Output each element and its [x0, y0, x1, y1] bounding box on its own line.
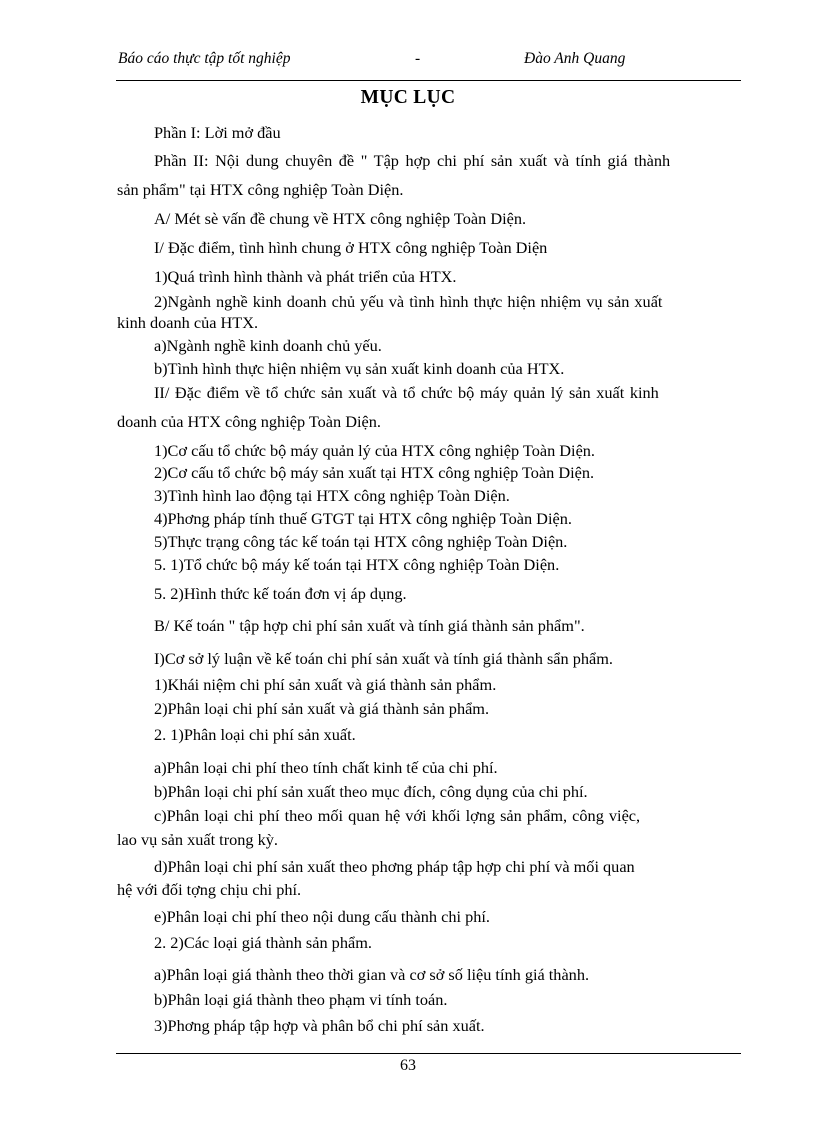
toc-line: sản phẩm" tại HTX công nghiệp Toàn Diện. [117, 180, 404, 199]
page-number: 63 [400, 1057, 416, 1074]
toc-line: 5. 1)Tổ chức bộ máy kế toán tại HTX công nghiệp Toàn Diện. [154, 555, 560, 574]
header-rule [116, 80, 741, 81]
toc-line: B/ Kế toán " tập hợp chi phí sản xuất và tính giá thành sản phẩm". [154, 616, 585, 635]
toc-line: 1)Quá trình hình thành và phát triển của HTX. [154, 267, 457, 286]
toc-line: Phần II: Nội dung chuyên đề " Tập hợp chi phí sản xuất và tính giá thành [154, 151, 671, 170]
header-author: Đào Anh Quang [524, 50, 626, 67]
toc-line: a)Phân loại chi phí theo tính chất kinh tế của chi phí. [154, 758, 498, 777]
footer-rule [116, 1053, 741, 1054]
toc-line: b)Tình hình thực hiện nhiệm vụ sản xuất kinh doanh của HTX. [154, 359, 565, 378]
toc-line: 1)Khái niệm chi phí sản xuất và giá thành sản phẩm. [154, 675, 497, 694]
toc-line: b)Phân loại chi phí sản xuất theo mục đích, công dụng của chi phí. [154, 782, 588, 801]
toc-line: 2)Ngành nghề kinh doanh chủ yếu và tình hình thực hiện nhiệm vụ sản xuất [154, 292, 663, 311]
toc-line: A/ Mét sè vấn đề chung về HTX công nghiệp Toàn Diện. [154, 209, 527, 228]
toc-line: 3)Phơng pháp tập hợp và phân bổ chi phí sản xuất. [154, 1016, 485, 1035]
toc-line: hệ với đối tợng chịu chi phí. [117, 880, 302, 899]
toc-line: 2)Phân loại chi phí sản xuất và giá thành sản phẩm. [154, 699, 490, 718]
toc-line: I/ Đặc điểm, tình hình chung ở HTX công nghiệp Toàn Diện [154, 238, 548, 257]
toc-line: kinh doanh của HTX. [117, 313, 259, 332]
toc-line: Phần I: Lời mở đầu [154, 123, 281, 142]
page-header [118, 50, 740, 72]
toc-line: 2. 1)Phân loại chi phí sản xuất. [154, 725, 356, 744]
toc-line: lao vụ sản xuất trong kỳ. [117, 830, 278, 849]
toc-line: 5. 2)Hình thức kế toán đơn vị áp dụng. [154, 584, 407, 603]
toc-line: I)Cơ sở lý luận về kế toán chi phí sản xuất và tính giá thành sẩn phẩm. [154, 649, 613, 668]
toc-line: doanh của HTX công nghiệp Toàn Diện. [117, 412, 381, 431]
toc-line: c)Phân loại chi phí theo mối quan hệ với khối lợng sản phẩm, công việc, [154, 806, 641, 825]
toc-line: 3)Tình hình lao động tại HTX công nghiệp Toàn Diện. [154, 486, 510, 505]
toc-line: 2. 2)Các loại giá thành sản phẩm. [154, 933, 372, 952]
toc-line: a)Phân loại giá thành theo thời gian và cơ sở số liệu tính giá thành. [154, 965, 590, 984]
toc-line: 5)Thực trạng công tác kế toán tại HTX công nghiệp Toàn Diện. [154, 532, 568, 551]
page-title: MỤC LỤC [360, 87, 456, 108]
toc-line: e)Phân loại chi phí theo nội dung cấu thành chi phí. [154, 907, 490, 926]
toc-line: d)Phân loại chi phí sản xuất theo phơng pháp tập hợp chi phí và mối quan [154, 857, 635, 876]
toc-line: 4)Phơng pháp tính thuế GTGT tại HTX công nghiệp Toàn Diện. [154, 509, 572, 528]
toc-line: 2)Cơ cấu tổ chức bộ máy sản xuất tại HTX công nghiệp Toàn Diện. [154, 463, 595, 482]
toc-line: a)Ngành nghề kinh doanh chủ yếu. [154, 336, 382, 355]
header-separator: - [415, 50, 421, 67]
toc-line: 1)Cơ cấu tổ chức bộ máy quản lý của HTX công nghiệp Toàn Diện. [154, 441, 596, 460]
toc-line: II/ Đặc điểm về tổ chức sản xuất và tổ chức bộ máy quản lý sản xuất kinh [154, 383, 659, 402]
toc-line: b)Phân loại giá thành theo phạm vi tính toán. [154, 990, 448, 1009]
header-report-title: Báo cáo thực tập tốt nghiệp [118, 50, 291, 67]
